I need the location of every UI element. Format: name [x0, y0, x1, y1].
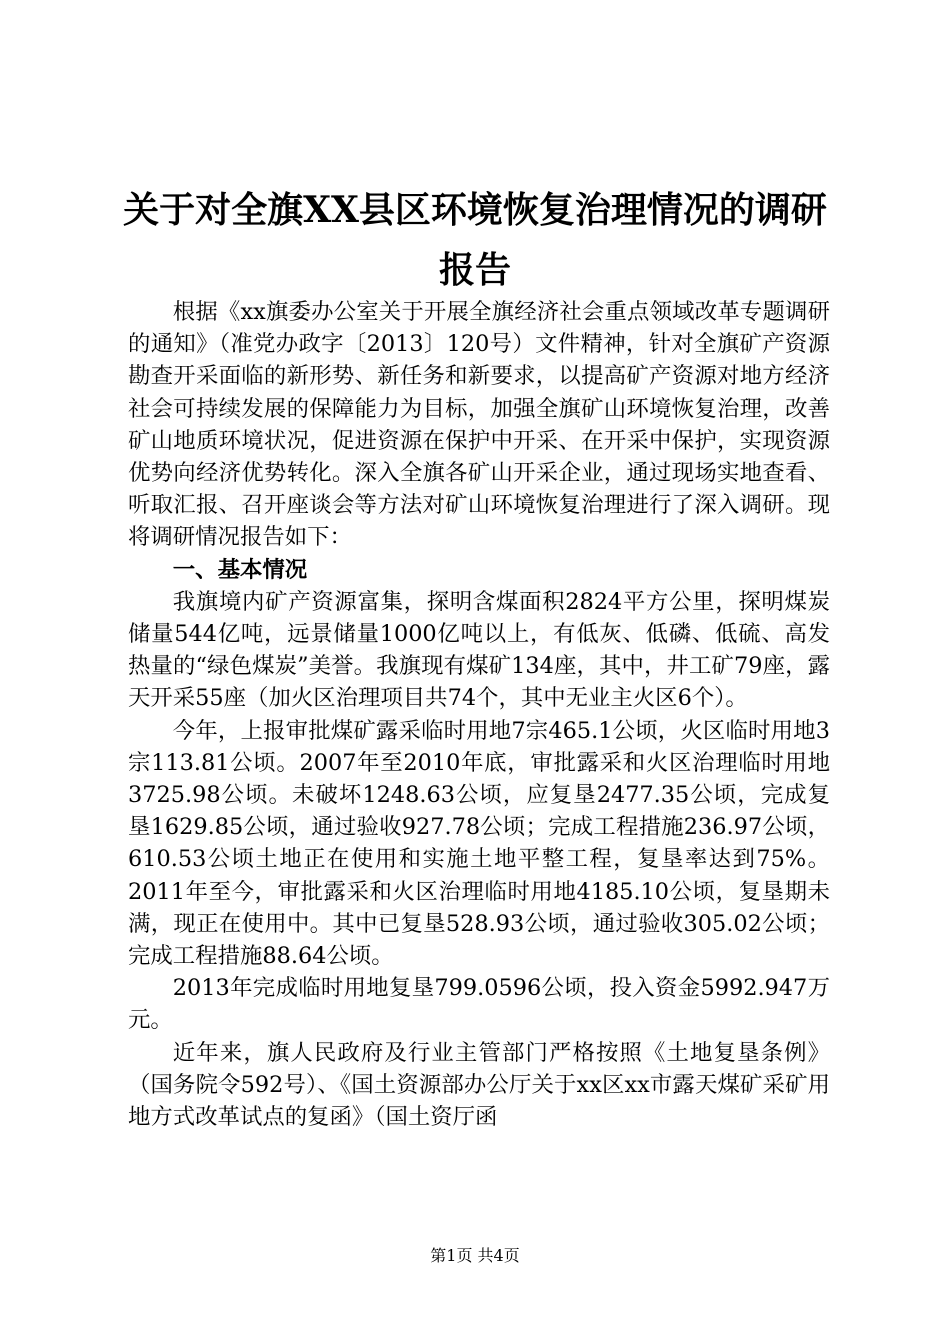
document-title-line2: 报告 — [438, 249, 511, 291]
page-footer: 第1页 共4页 — [430, 1246, 520, 1265]
document-body — [128, 296, 830, 1133]
paragraph-2013-reclamation: 2013年完成临时用地复垦799.0596公顷，投入资金5992.947万元。 — [128, 975, 830, 1034]
paragraph-regulations: 近年来，旗人民政府及行业主管部门严格按照《土地复垦条例》（国务院令592号）、《国土资源部办公厅关于xx区xx市露天煤矿采矿用地方式改革试点的复函》（国土资厅函 — [128, 1039, 830, 1131]
paragraph-resources: 我旗境内矿产资源富集，探明含煤面积2824平方公里，探明煤炭储量544亿吨，远景储量1000亿吨以上，有低灰、低磷、低硫、高发热量的“绿色煤炭”美誉。我旗现有煤矿134座，其中，井工矿79座，露天开采55座（加火区治理项目共74个，其中无业主火区6个）。 — [128, 588, 830, 712]
section-heading-basic-situation: 一、基本情况 — [172, 556, 308, 583]
document-title-line1: 关于对全旗XX县区环境恢复治理情况的调研 — [123, 189, 827, 231]
paragraph-intro: 根据《xx旗委办公室关于开展全旗经济社会重点领域改革专题调研的通知》（准党办政字〔2013〕120号）文件精神，针对全旗矿产资源勘查开采面临的新形势、新任务和新要求，以提高矿产资源对地方经济社会可持续发展的保障能力为目标，加强全旗矿山环境恢复治理，改善矿山地质环境状况，促进资源在保护中开采、在开采中保护，实现资源优势向经济优势转化。深入全旗各矿山开采企业，通过现场实地查看、听取汇报、召开座谈会等方法对矿山环境恢复治理进行了深入调研。现将调研情况报告如下： — [128, 299, 830, 551]
paragraph-land-use: 今年，上报审批煤矿露采临时用地7宗465.1公顷，火区临时用地3宗113.81公顷。2007年至2010年底，审批露采和火区治理临时用地3725.98公顷。未破坏1248.63公顷，应复垦2477.35公顷，完成复垦1629.85公顷，通过验收927.78公顷；完成工程措施236.97公顷，610.53公顷土地正在使用和实施土地平整工程，复垦率达到75%。2011年至今，审批露采和火区治理临时用地4185.10公顷，复垦期未满，现正在使用中。其中已复垦528.93公顷，通过验收305.02公顷；完成工程措施88.64公顷。 — [128, 717, 830, 970]
